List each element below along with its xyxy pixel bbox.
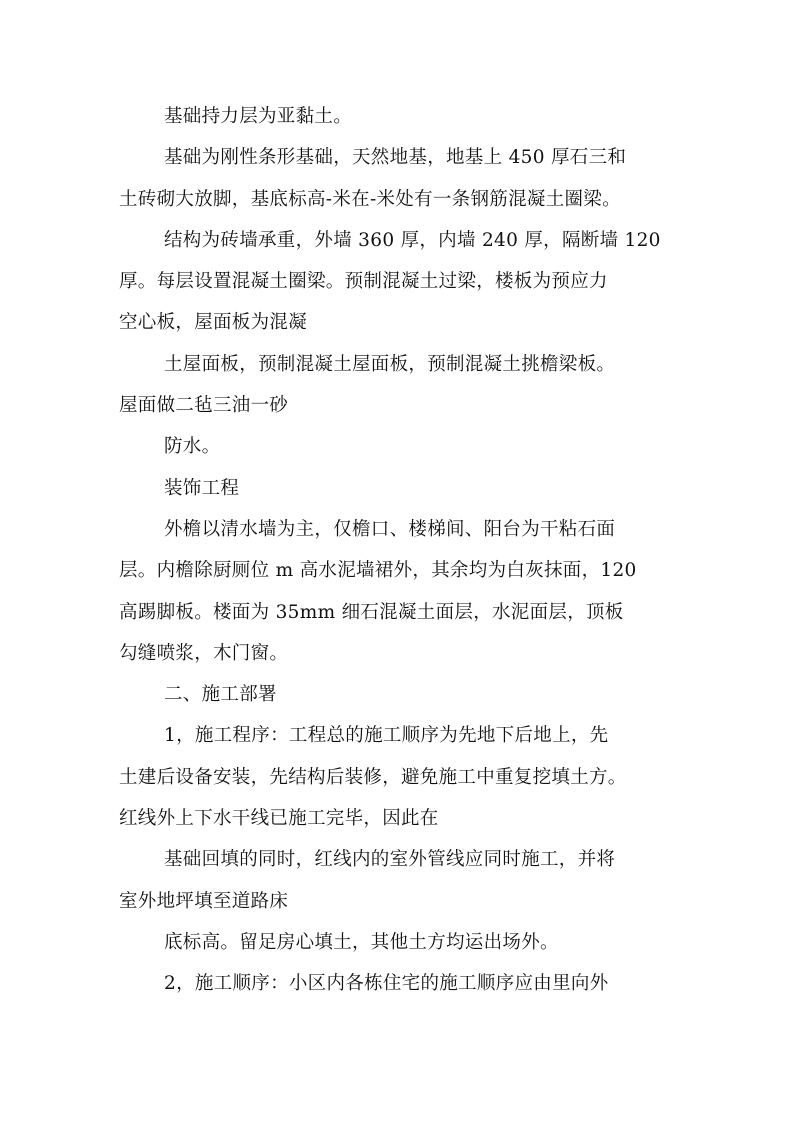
text-line: 土砖砌大放脚，基底标高-米在-米处有一条钢筋混凝土圈梁。	[119, 188, 621, 210]
text-line: 土屋面板，预制混凝土屋面板，预制混凝土挑檐梁板。	[164, 353, 616, 375]
text-line: 厚。每层设置混凝土圈梁。预制混凝土过梁，楼板为预应力	[119, 271, 608, 293]
text-line: 底标高。留足房心填土，其他土方均运出场外。	[164, 931, 559, 953]
text-line: 空心板，屋面板为混凝	[119, 312, 308, 334]
text-line: 红线外上下水干线已施工完毕，因此在	[119, 808, 439, 830]
text-line: 基础持力层为亚黏土。	[164, 106, 353, 127]
document-body	[119, 96, 685, 1005]
section-heading: 二、施工部署	[164, 684, 277, 706]
text-line: 屋面做二毡三油一砂	[119, 395, 289, 417]
text-line: 外檐以清水墙为主，仅檐口、楼梯间、阳台为干粘石面	[164, 518, 616, 540]
text-line: 1，施工程序：工程总的施工顺序为先地下后地上，先	[164, 725, 609, 747]
text-line: 2，施工顺序：小区内各栋住宅的施工顺序应由里向外	[164, 973, 609, 995]
section-heading: 装饰工程	[164, 477, 240, 499]
text-line: 结构为砖墙承重，外墙 360 厚，内墙 240 厚，隔断墙 120	[164, 229, 661, 251]
text-line: 基础回填的同时，红线内的室外管线应同时施工，并将	[164, 849, 616, 871]
text-line: 基础为刚性条形基础，天然地基，地基上 450 厚石三和	[164, 147, 627, 169]
text-line: 室外地坪填至道路床	[119, 890, 289, 912]
text-line: 高踢脚板。楼面为 35mm 细石混凝土面层，水泥面层，顶板	[119, 601, 624, 623]
text-line: 层。内檐除厨厕位 m 高水泥墙裙外，其余均为白灰抹面，120	[119, 560, 637, 582]
text-line: 土建后设备安装，先结构后装修，避免施工中重复挖填土方。	[119, 766, 627, 788]
text-line: 勾缝喷浆，木门窗。	[119, 642, 289, 664]
text-line: 防水。	[164, 436, 221, 458]
